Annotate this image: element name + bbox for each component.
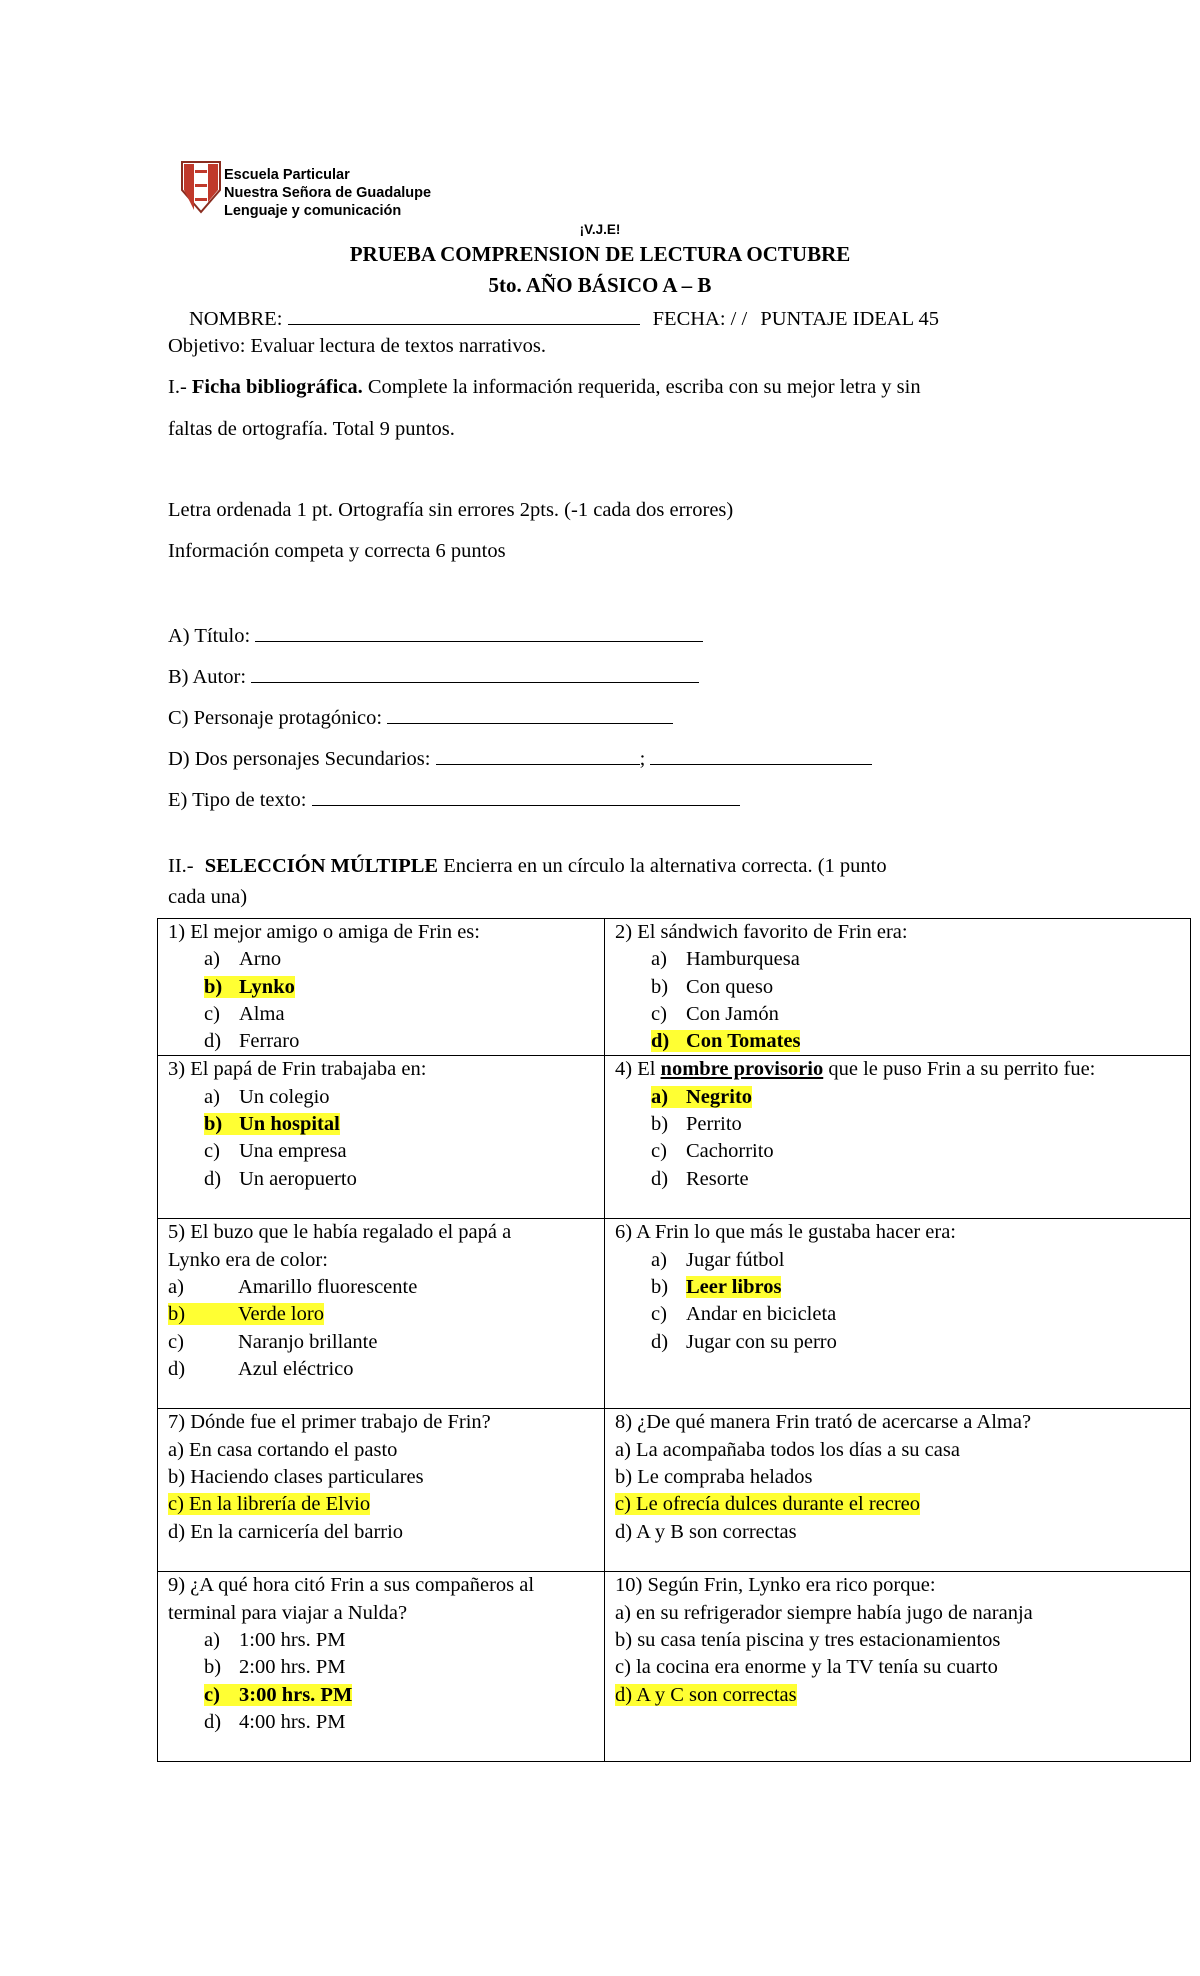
question-7 [158, 1409, 605, 1572]
section2-instruction-b: cada una) [168, 886, 248, 908]
question-8-option-b[interactable]: b) Le compraba helados [615, 1466, 813, 1489]
question-6-option-a[interactable]: a) Jugar fútbol [651, 1248, 785, 1271]
scoring-line-2: Información competa y correcta 6 puntos [168, 540, 506, 562]
field-text-type-label: E) Tipo de texto: [168, 789, 307, 811]
question-4-text: 4) El nombre provisorio que le puso Frin a su perrito fue: [615, 1058, 1096, 1081]
question-2-option-d[interactable]: d) Con Tomates [651, 1030, 801, 1053]
name-date-row [189, 304, 939, 331]
question-1-text: 1) El mejor amigo o amiga de Frin es: [168, 921, 480, 943]
question-10-option-d[interactable]: d) A y C son correctas [615, 1683, 797, 1706]
question-2 [605, 919, 1191, 1056]
field-secondary-separator: ; [639, 748, 646, 770]
question-7-text: 7) Dónde fue el primer trabajo de Frin? [168, 1411, 491, 1434]
school-full-name: Nuestra Señora de Guadalupe [224, 185, 432, 201]
section2-instruction [168, 855, 887, 878]
question-10 [605, 1572, 1191, 1762]
section1-instruction-b: faltas de ortografía. Total 9 puntos. [168, 418, 455, 440]
question-5-text-1: 5) El buzo que le había regalado el papá a [168, 1221, 512, 1244]
section1-instruction-a: Complete la información requerida, escriba con su mejor letra y sin [367, 376, 921, 398]
question-7-option-b[interactable]: b) Haciendo clases particulares [168, 1466, 424, 1489]
question-7-option-a[interactable]: a) En casa cortando el pasto [168, 1438, 398, 1461]
question-6-option-c[interactable]: c) Andar en bicicleta [651, 1303, 837, 1326]
field-title [168, 621, 703, 648]
question-8-option-c[interactable]: c) Le ofrecía dulces durante el recreo [615, 1493, 921, 1516]
question-6-text: 6) A Frin lo que más le gustaba hacer era: [615, 1221, 956, 1244]
question-9-option-d[interactable]: d) 4:00 hrs. PM [204, 1710, 346, 1733]
date-label: FECHA: / / [652, 308, 748, 330]
question-4-option-b[interactable]: b) Perrito [651, 1113, 742, 1136]
field-author [168, 662, 699, 689]
question-10-option-c[interactable]: c) la cocina era enorme y la TV tenía su cuarto [615, 1656, 998, 1679]
question-9-option-b[interactable]: b) 2:00 hrs. PM [204, 1656, 346, 1679]
question-4-option-d[interactable]: d) Resorte [651, 1167, 749, 1190]
field-author-label: B) Autor: [168, 666, 247, 688]
question-1-option-c[interactable]: c) Alma [204, 1002, 285, 1025]
question-4 [605, 1056, 1191, 1219]
question-3-option-b[interactable]: b) Un hospital [204, 1113, 340, 1136]
field-secondary-blank-1[interactable] [436, 744, 640, 765]
field-title-label: A) Título: [168, 625, 251, 647]
question-5-option-d[interactable]: d) Azul eléctrico [168, 1357, 354, 1380]
section2-heading: SELECCIÓN MÚLTIPLE [204, 855, 439, 877]
question-10-text: 10) Según Frin, Lynko era rico porque: [615, 1574, 936, 1597]
question-9-text-2: terminal para viajar a Nulda? [168, 1601, 408, 1624]
question-8-text: 8) ¿De qué manera Frin trató de acercarse a Alma? [615, 1411, 1032, 1434]
question-9-option-c[interactable]: c) 3:00 hrs. PM [204, 1683, 353, 1706]
question-3 [158, 1056, 605, 1219]
section1-number: I.- [168, 376, 187, 398]
scoring-line-1: Letra ordenada 1 pt. Ortografía sin errores 2pts. (-1 cada dos errores) [168, 499, 734, 521]
question-9-option-a[interactable]: a) 1:00 hrs. PM [204, 1629, 346, 1652]
name-blank[interactable] [288, 304, 640, 325]
section2-instruction-a: Encierra en un círculo la alternativa correcta. (1 punto [443, 855, 887, 877]
school-logo [180, 160, 222, 214]
question-4-option-c[interactable]: c) Cachorrito [651, 1140, 774, 1163]
question-10-option-b[interactable]: b) su casa tenía piscina y tres estacionamientos [615, 1629, 1001, 1652]
question-3-option-a[interactable]: a) Un colegio [204, 1085, 330, 1108]
field-protagonist [168, 703, 673, 730]
field-secondary-label: D) Dos personajes Secundarios: [168, 748, 431, 770]
question-2-text: 2) El sándwich favorito de Frin era: [615, 921, 908, 943]
question-10-option-a[interactable]: a) en su refrigerador siempre había jugo de naranja [615, 1601, 1033, 1624]
field-protagonist-label: C) Personaje protagónico: [168, 707, 383, 729]
question-3-option-c[interactable]: c) Una empresa [204, 1140, 347, 1163]
question-2-option-b[interactable]: b) Con queso [651, 975, 774, 998]
name-label: NOMBRE: [189, 308, 283, 330]
question-7-option-c[interactable]: c) En la librería de Elvio [168, 1493, 371, 1516]
school-header [224, 166, 431, 220]
question-5 [158, 1219, 605, 1409]
question-6-option-d[interactable]: d) Jugar con su perro [651, 1330, 837, 1353]
motto: ¡V.J.E! [579, 222, 621, 237]
question-8-option-a[interactable]: a) La acompañaba todos los días a su casa [615, 1438, 960, 1461]
questions-table [157, 918, 1191, 1762]
question-6-option-b[interactable]: b) Leer libros [651, 1276, 782, 1299]
score-label: PUNTAJE IDEAL 45 [760, 308, 939, 330]
question-8-option-d[interactable]: d) A y B son correctas [615, 1520, 797, 1543]
field-secondary-blank-2[interactable] [650, 744, 872, 765]
section2-number: II.- [168, 855, 194, 877]
question-2-option-a[interactable]: a) Hamburquesa [651, 948, 800, 971]
question-6 [605, 1219, 1191, 1409]
field-text-type [168, 785, 740, 812]
field-title-blank[interactable] [255, 621, 703, 642]
question-3-text: 3) El papá de Frin trabajaba en: [168, 1058, 427, 1081]
question-5-option-b[interactable]: b) Verde loro [168, 1303, 324, 1326]
question-5-option-a[interactable]: a) Amarillo fluorescente [168, 1276, 418, 1299]
question-1-option-a[interactable]: a) Arno [204, 948, 282, 971]
question-8 [605, 1409, 1191, 1572]
question-2-option-c[interactable]: c) Con Jamón [651, 1002, 779, 1025]
question-7-option-d[interactable]: d) En la carnicería del barrio [168, 1520, 404, 1543]
question-5-option-c[interactable]: c) Naranjo brillante [168, 1330, 378, 1353]
question-5-text-2: Lynko era de color: [168, 1248, 328, 1271]
field-secondary [168, 744, 872, 771]
question-1-option-d[interactable]: d) Ferraro [204, 1030, 300, 1053]
question-4-option-a[interactable]: a) Negrito [651, 1085, 753, 1108]
field-author-blank[interactable] [251, 662, 699, 683]
subject: Lenguaje y comunicación [224, 203, 402, 219]
field-protagonist-blank[interactable] [387, 703, 673, 724]
question-1 [158, 919, 605, 1056]
section1-heading: Ficha bibliográfica. [191, 376, 363, 398]
question-1-option-b[interactable]: b) Lynko [204, 975, 295, 998]
test-title: PRUEBA COMPRENSION DE LECTURA OCTUBRE [349, 242, 851, 266]
question-9-text-1: 9) ¿A qué hora citó Frin a sus compañeros al [168, 1574, 535, 1597]
section1-instruction [168, 376, 921, 399]
objective: Objetivo: Evaluar lectura de textos narrativos. [168, 335, 546, 357]
question-3-option-d[interactable]: d) Un aeropuerto [204, 1167, 357, 1190]
question-9 [158, 1572, 605, 1762]
school-name: Escuela Particular [224, 167, 350, 183]
field-text-type-blank[interactable] [312, 785, 740, 806]
test-grade: 5to. AÑO BÁSICO A – B [488, 273, 712, 297]
